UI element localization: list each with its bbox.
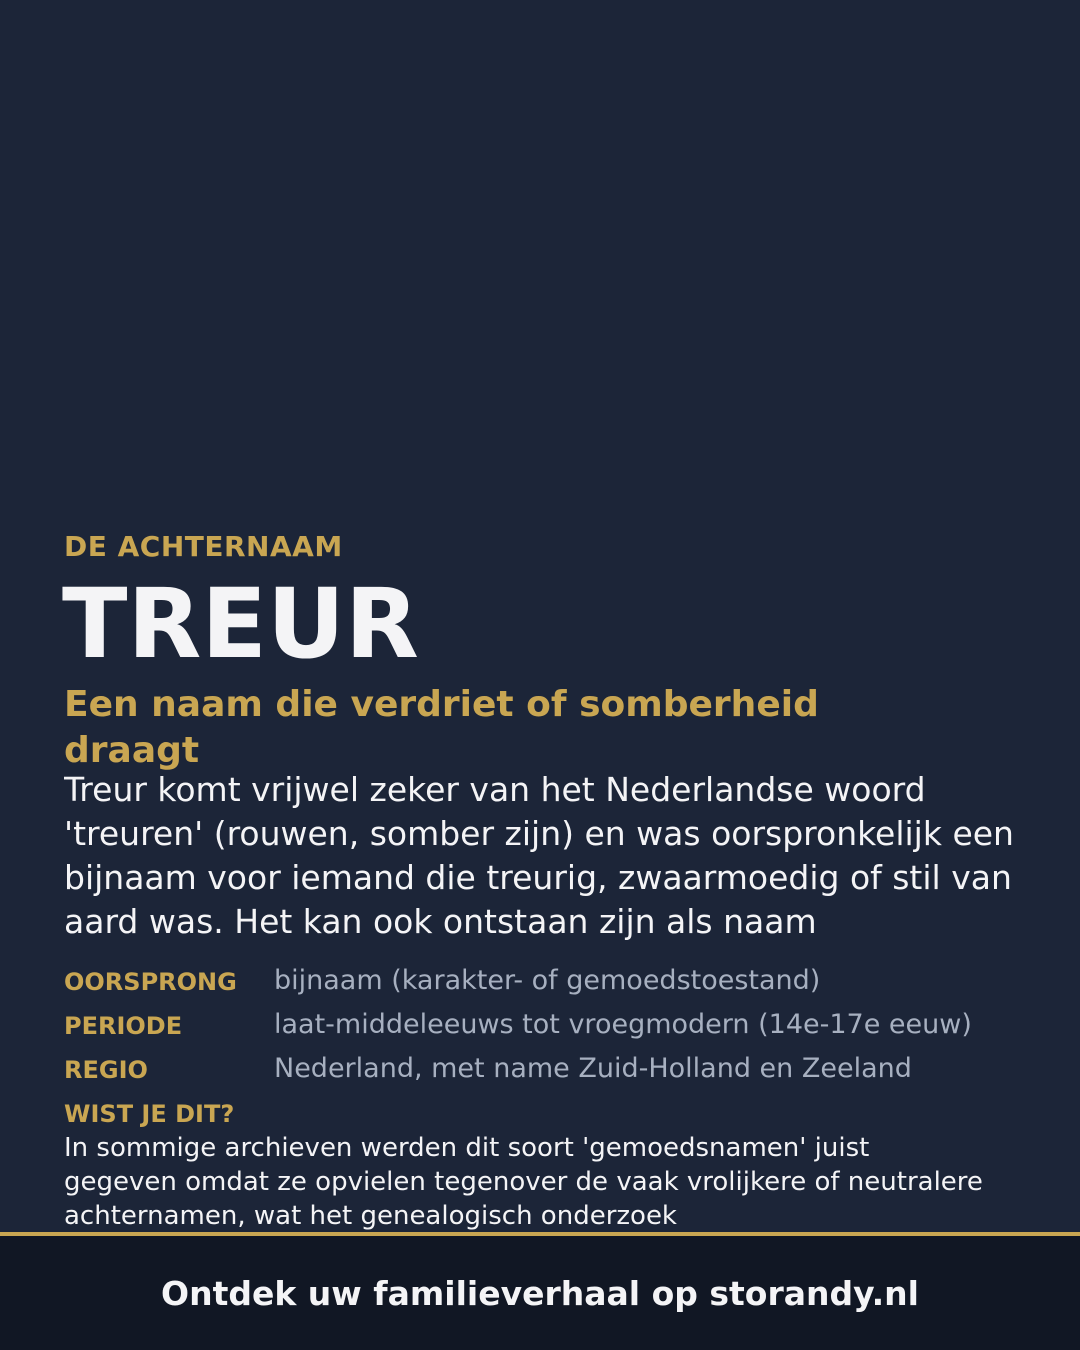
fact-value: Nederland, met name Zuid-Holland en Zeeland — [274, 1053, 912, 1084]
facts-list — [64, 962, 1054, 1094]
fact-label: REGIO — [64, 1056, 148, 1084]
fact-row-period — [64, 1006, 1054, 1050]
footer-bar — [0, 1236, 1080, 1350]
section-eyebrow: DE ACHTERNAAM — [64, 530, 343, 563]
fact-label: OORSPRONG — [64, 968, 237, 996]
fact-value: bijnaam (karakter- of gemoedstoestand) — [274, 965, 821, 996]
surname-description: Treur komt vrijwel zeker van het Nederlandse woord 'treuren' (rouwen, somber zijn) en was oorspronkelijk een bijnaam voor iemand die treurig, zwaarmoedig of stil van aard was. Het kan ook ontstaan zijn als naam — [64, 770, 1014, 941]
fact-label: PERIODE — [64, 1012, 183, 1040]
fact-row-origin — [64, 962, 1054, 1006]
surname-subtitle: Een naam die verdriet of somberheid draagt — [64, 684, 819, 771]
fact-row-region — [64, 1050, 1054, 1094]
surname-title: TREUR — [62, 568, 419, 680]
trivia-text: In sommige archieven werden dit soort 'gemoedsnamen' juist gegeven omdat ze opvielen tegenover de vaak vrolijkere of neutralere achternamen, wat het genealogisch onderzoek — [64, 1133, 983, 1231]
trivia-label: WIST JE DIT? — [64, 1100, 235, 1128]
footer-cta-link[interactable]: Ontdek uw familieverhaal op storandy.nl — [161, 1273, 919, 1313]
fact-value: laat-middeleeuws tot vroegmodern (14e-17e eeuw) — [274, 1009, 972, 1040]
